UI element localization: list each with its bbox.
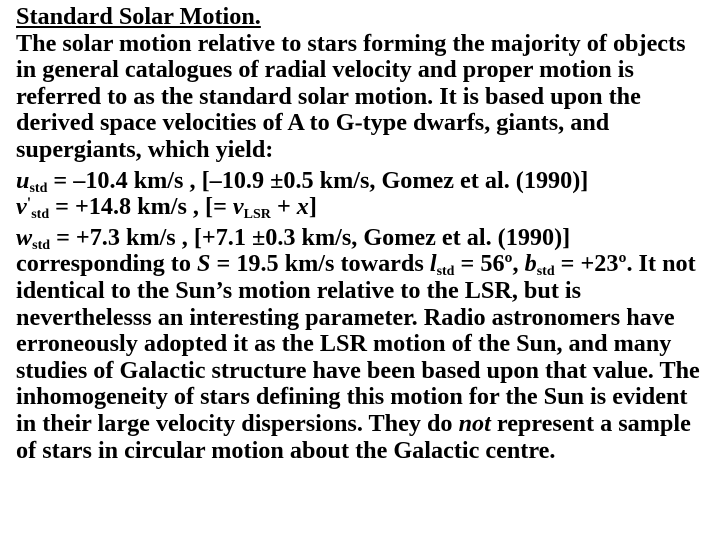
- corr-tail: represent a sample of stars in circular motion about the Galactic centre.: [16, 409, 691, 464]
- corr-lead: corresponding to: [16, 250, 197, 278]
- w-velocity-line: [16, 225, 708, 252]
- l-subscript: std: [436, 264, 455, 280]
- w-subscript: std: [32, 237, 51, 253]
- u-subscript: std: [29, 180, 48, 196]
- v-velocity-line: [16, 194, 708, 225]
- S-symbol: S: [196, 250, 211, 278]
- u-value: = –10.4 km/s , [–10.9 ±0.5 km/s, Gomez et al. (1990)]: [47, 166, 589, 194]
- v-prime: ': [26, 195, 32, 213]
- v-symbol: v: [16, 193, 27, 221]
- vlsr-symbol: v: [232, 193, 244, 221]
- l-value: = 56º,: [454, 250, 525, 278]
- l-symbol: l: [429, 250, 437, 278]
- w-symbol: w: [16, 223, 33, 251]
- S-value: = 19.5 km/s towards: [210, 250, 430, 278]
- b-symbol: b: [524, 250, 537, 278]
- x-symbol: x: [296, 193, 309, 221]
- w-value: = +7.3 km/s , [+7.1 ±0.3 km/s, Gomez et al. (1990)]: [50, 223, 571, 251]
- slide-body: [16, 4, 708, 464]
- v-value-a: = +14.8 km/s , [=: [49, 193, 233, 221]
- intro-paragraph: The solar motion relative to stars forming the majority of objects in general catalogues of radial velocity and proper motion is referred to as the standard solar motion. It is based upon the derived space velocities of A to G-type dwarfs, giants, and supergiants, which yield:: [16, 29, 686, 163]
- corresponding-paragraph: [16, 251, 708, 464]
- u-velocity-line: [16, 168, 708, 195]
- u-symbol: u: [16, 166, 30, 194]
- slide-title: Standard Solar Motion.: [16, 3, 261, 30]
- b-subscript: std: [536, 264, 555, 280]
- v-subscript: std: [31, 207, 50, 223]
- b-value-and-text: = +23º. It not identical to the Sun’s motion relative to the LSR, but is neverthelesss an interesting parameter. Radio astronomers have erroneously adopted it as the LSR motion of the Sun, and many studies of Galactic structure have been based upon that value. The inhomogeneity of stars defining this motion for the Sun is evident in their large velocity dispersions. They do: [16, 250, 700, 437]
- not-emphasis: not: [458, 409, 491, 437]
- v-value-c: ]: [308, 193, 317, 221]
- v-value-b: +: [270, 193, 297, 221]
- vlsr-subscript: LSR: [243, 207, 271, 223]
